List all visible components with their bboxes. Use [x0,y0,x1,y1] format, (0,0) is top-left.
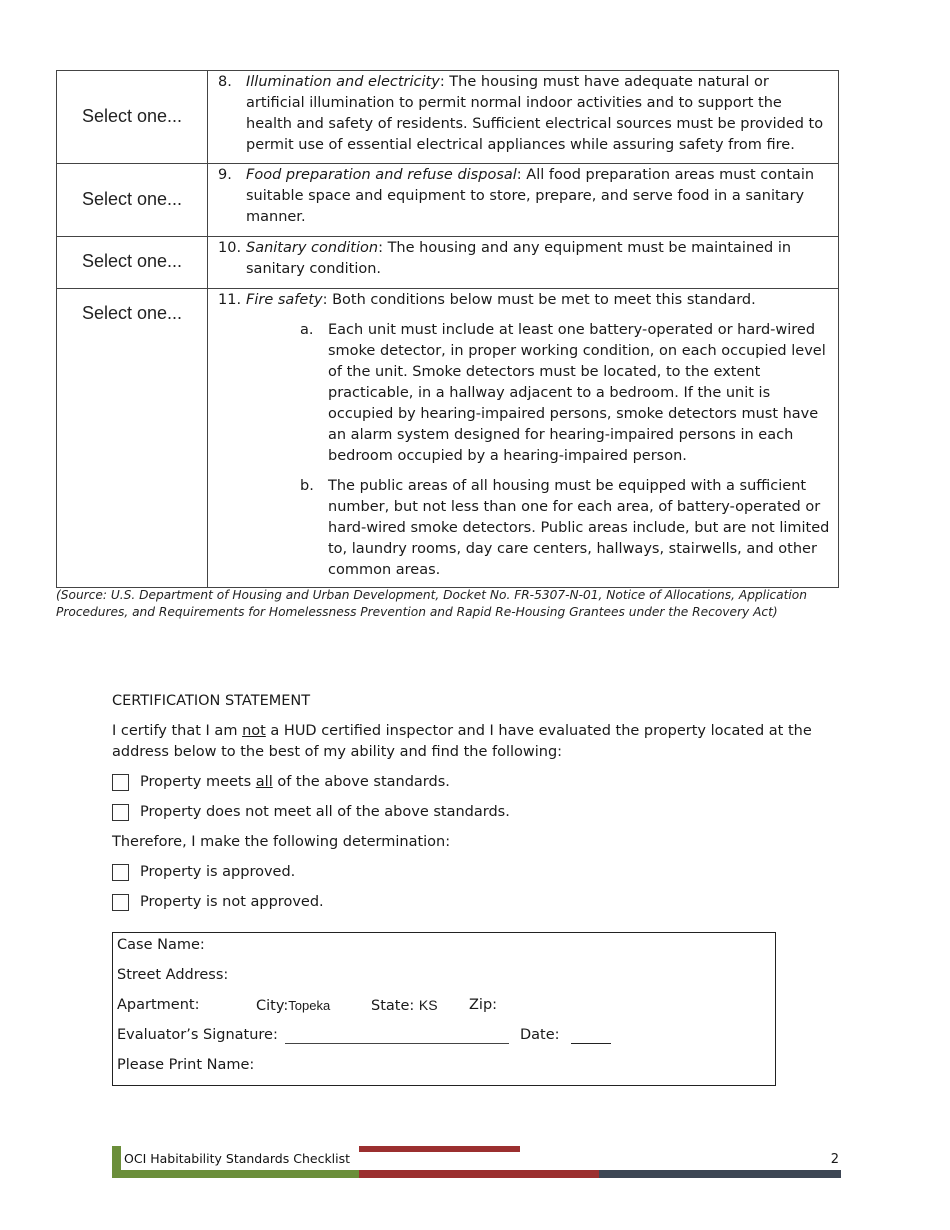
state-value: KS [418,997,438,1013]
item-number: 10. [218,240,242,256]
signature-label: Evaluator’s Signature: [117,1027,278,1043]
property-info-box [112,932,776,1086]
determination-text: Therefore, I make the following determination: [112,834,451,850]
standard-text [208,164,839,237]
sub-item-label: b. [300,478,314,494]
select-standard-10[interactable]: Select one... [81,251,183,271]
item-title: Food preparation and refuse disposal [246,167,517,183]
signature-input[interactable] [285,1043,509,1044]
page-footer [112,1146,841,1178]
select-standard-9[interactable]: Select one... [81,188,183,209]
case-name-field[interactable] [117,935,205,956]
approved-checkbox[interactable] [112,864,129,881]
select-standard-11[interactable]: Select one... [81,303,183,323]
signature-line [117,1025,767,1046]
item-title: Sanitary condition [246,240,379,256]
item-number: 11. [218,292,242,308]
item-text: : Both conditions below must be met to meet this standard. [322,292,756,308]
table-row [57,164,839,237]
standard-text [208,289,839,588]
address-line [117,995,767,1016]
meets-standards-label: Property meets all of the above standards. [140,774,450,790]
standard-text [208,237,839,289]
not-approved-checkbox[interactable] [112,894,129,911]
select-cell [57,237,208,289]
approved-label: Property is approved. [140,864,296,880]
meets-standards-checkbox[interactable] [112,774,129,791]
select-standard-8[interactable]: Select one... [81,105,183,126]
case-name-label: Case Name: [117,937,205,953]
sub-item-label: a. [300,322,314,338]
not-meets-standards-option [112,802,842,823]
date-input[interactable] [571,1043,611,1044]
table-row [57,71,839,164]
approved-option [112,862,842,883]
sub-item-text: The public areas of all housing must be equipped with a sufficient number, but not less than one for each area, of battery-operated or hard-wired smoke detectors. Public areas include, but are not limited to, laundry rooms, day care centers, hallways, stairwells, and other common areas. [328,478,830,578]
apartment-label[interactable]: Apartment: [117,997,200,1013]
print-name-label: Please Print Name: [117,1057,255,1073]
standards-table [56,70,839,588]
select-cell [57,164,208,237]
sub-item-text: Each unit must include at least one battery-operated or hard-wired smoke detector, in proper working condition, on each occupied level of the unit. Smoke detectors must be located, to the extent practicable, in a hallway adjacent to a bedroom. If the unit is occupied by hearing-impaired persons, smoke detectors must have an alarm system designed for hearing-impaired persons in each bedroom occupied by a hearing-impaired person. [328,322,826,464]
page-number: 2 [830,1152,839,1167]
item-number: 8. [218,74,232,90]
item-number: 9. [218,167,232,183]
footer-bar-red-top [359,1146,520,1152]
city-field[interactable]: City:Topeka [256,998,331,1014]
date-label: Date: [520,1027,560,1043]
source-note: (Source: U.S. Department of Housing and Urban Development, Docket No. FR-5307-N-01, Notice of Allocations, Application Procedures, and Requirements for Homelessness Prevention and Rapid Re-Housing Grantees under the Recovery Act) [56,588,807,619]
item-text: : The housing and any equipment must be maintained in sanitary condition. [246,240,792,277]
table-row [57,237,839,289]
item-text: : All food preparation areas must contain suitable space and equipment to store, prepare, and serve food in a sanitary manner. [246,167,815,225]
not-meets-standards-checkbox[interactable] [112,804,129,821]
sub-item [300,320,830,467]
certification-intro: I certify that I am not a HUD certified inspector and I have evaluated the property located at the address below to the best of my ability and find the following: [112,723,812,760]
street-address-field[interactable] [117,965,228,986]
item-title: Fire safety [246,292,323,308]
footer-bar-green [112,1170,359,1178]
print-name-field[interactable] [117,1055,254,1076]
state-field[interactable]: State: KS [371,997,438,1014]
street-address-label: Street Address: [117,967,229,983]
select-cell [57,71,208,164]
select-cell [57,289,208,588]
footer-bar-navy [599,1170,841,1178]
item-text: : The housing must have adequate natural or artificial illumination to permit normal indoor activities and to support the health and safety of residents. Sufficient electrical sources must be provided to permit use of essential electrical appliances while assuring safety from fire. [246,74,824,153]
certification-heading: CERTIFICATION STATEMENT [112,693,311,709]
zip-label[interactable]: Zip: [469,997,498,1013]
table-row [57,289,839,588]
standard-text [208,71,839,164]
certification-section [112,691,842,922]
footer-title: OCI Habitability Standards Checklist [124,1151,351,1166]
item-title: Illumination and electricity [246,74,440,90]
sub-item [300,476,830,581]
not-approved-option [112,892,842,913]
not-meets-standards-label: Property does not meet all of the above standards. [140,804,510,820]
not-approved-label: Property is not approved. [140,894,324,910]
footer-bar-red [359,1170,599,1178]
city-value: Topeka [288,998,331,1013]
meets-standards-option [112,772,842,793]
